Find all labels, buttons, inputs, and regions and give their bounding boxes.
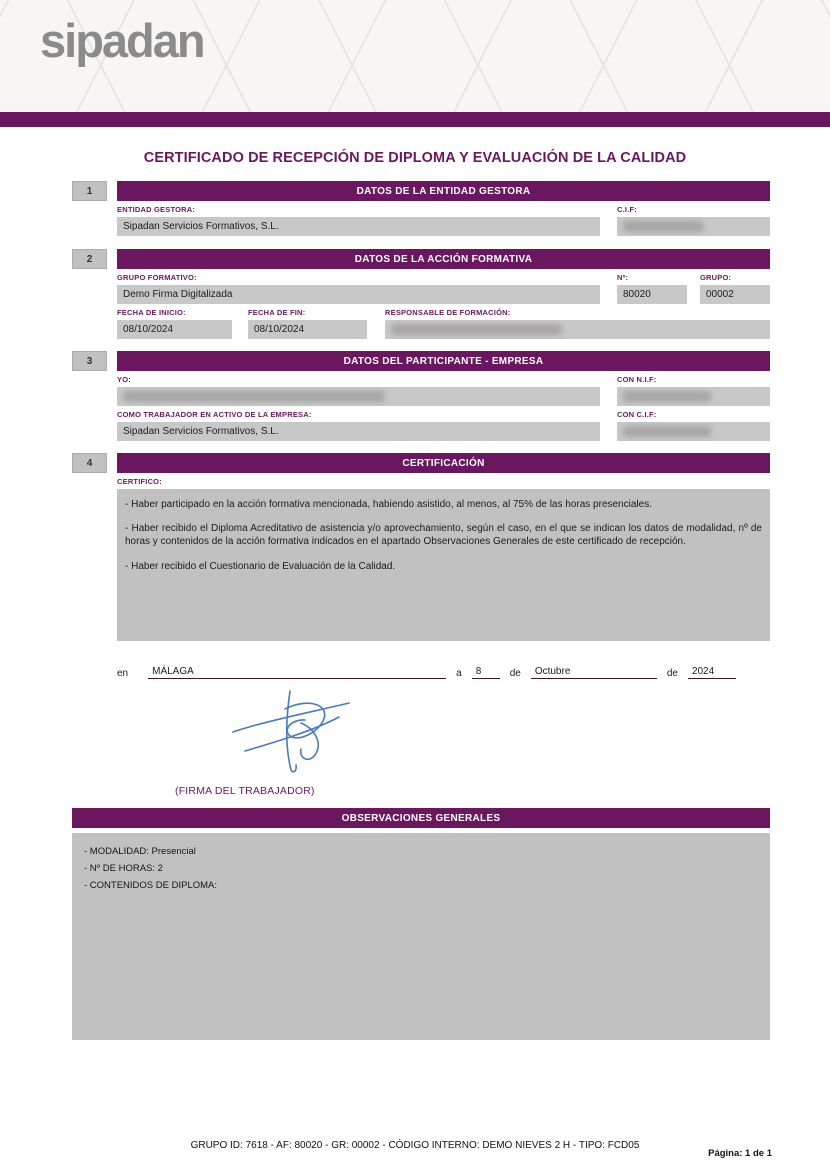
footer-page-number: Página: 1 de 1	[708, 1148, 772, 1159]
section-1-bar	[72, 181, 770, 201]
redacted-value	[623, 221, 704, 232]
certification-item: - Haber recibido el Diploma Acreditativo de asistencia y/o aprovechamiento, según el caso, en el que se indican los datos de modalidad, nº de horas y contenidos de la acción formativa indicados en el apartado Observaciones Generales de este certificado de recepción.	[125, 523, 762, 548]
certification-text-box	[117, 489, 770, 641]
section-4-bar	[72, 453, 770, 473]
con-cif-label: CON C.I.F:	[617, 410, 657, 419]
yo-field	[117, 387, 600, 406]
section-3-bar	[72, 351, 770, 371]
empresa-label: COMO TRABAJADOR EN ACTIVO DE LA EMPRESA:	[117, 410, 312, 419]
footer-info: GRUPO ID: 7618 - AF: 80020 - GR: 00002 - CÓDIGO INTERNO: DEMO NIEVES 2 H - TIPO: FCD05	[190, 1140, 640, 1151]
fecha-inicio-label: FECHA DE INICIO:	[117, 308, 186, 317]
section-3-title: DATOS DEL PARTICIPANTE - EMPRESA	[117, 351, 770, 371]
page-header	[0, 0, 830, 112]
signature-scribble	[227, 687, 357, 777]
numero-label: Nº:	[617, 273, 629, 282]
document-body	[72, 181, 770, 1040]
section-2-title: DATOS DE LA ACCIÓN FORMATIVA	[117, 249, 770, 269]
section-3-number: 3	[72, 351, 107, 371]
responsable-formacion-field	[385, 320, 770, 339]
section-4-title: CERTIFICACIÓN	[117, 453, 770, 473]
section-1-title: DATOS DE LA ENTIDAD GESTORA	[117, 181, 770, 201]
grupo-field: 00002	[700, 285, 770, 304]
date-word-a: a	[456, 668, 462, 679]
responsable-formacion-label: RESPONSABLE DE FORMACIÓN:	[385, 308, 511, 317]
cif-field	[617, 217, 770, 236]
header-accent-band	[0, 112, 830, 127]
redacted-value	[623, 426, 711, 437]
certifico-label: CERTIFICO:	[117, 477, 162, 486]
redacted-value	[391, 324, 562, 335]
fecha-fin-label: FECHA DE FIN:	[248, 308, 306, 317]
document-title: CERTIFICADO DE RECEPCIÓN DE DIPLOMA Y EVALUACIÓN DE LA CALIDAD	[143, 150, 687, 166]
con-cif-field	[617, 422, 770, 441]
date-day: 8	[472, 666, 500, 679]
empresa-field: Sipadan Servicios Formativos, S.L.	[117, 422, 600, 441]
date-month: Octubre	[531, 666, 657, 679]
date-word-de1: de	[509, 668, 521, 679]
observations-box	[72, 833, 770, 1040]
entidad-gestora-label: ENTIDAD GESTORA:	[117, 205, 196, 214]
section-2-number: 2	[72, 249, 107, 269]
certification-item: - Haber recibido el Cuestionario de Evaluación de la Calidad.	[125, 560, 396, 572]
date-word-de2: de	[666, 668, 678, 679]
observations-bar: OBSERVACIONES GENERALES	[72, 808, 770, 828]
date-year: 2024	[688, 666, 736, 679]
entidad-gestora-field: Sipadan Servicios Formativos, S.L.	[117, 217, 600, 236]
date-place: MÁLAGA	[148, 666, 446, 679]
redacted-value	[623, 391, 711, 402]
section-1-number: 1	[72, 181, 107, 201]
date-word-en: en	[117, 668, 129, 679]
grupo-label: GRUPO:	[700, 273, 732, 282]
numero-field: 80020	[617, 285, 687, 304]
cif-label: C.I.F:	[617, 205, 637, 214]
redacted-value	[123, 391, 385, 402]
fecha-fin-field: 08/10/2024	[248, 320, 367, 339]
signature-area	[227, 687, 770, 777]
date-line	[117, 666, 770, 679]
sipadan-logo: sipadan	[40, 14, 204, 67]
observation-line: - CONTENIDOS DE DIPLOMA:	[84, 880, 218, 892]
con-nif-field	[617, 387, 770, 406]
certification-item: - Haber participado en la acción formativa mencionada, habiendo asistido, al menos, al 75% de las horas presenciales.	[125, 499, 652, 510]
observation-line: - Nº DE HORAS: 2	[84, 863, 163, 875]
yo-label: YO:	[117, 375, 131, 384]
signature-caption: (FIRMA DEL TRABAJADOR)	[175, 785, 315, 797]
section-4-number: 4	[72, 453, 107, 473]
grupo-formativo-label: GRUPO FORMATIVO:	[117, 273, 197, 282]
fecha-inicio-field: 08/10/2024	[117, 320, 232, 339]
section-2-bar	[72, 249, 770, 269]
con-nif-label: CON N.I.F:	[617, 375, 657, 384]
grupo-formativo-field: Demo Firma Digitalizada	[117, 285, 600, 304]
observation-line: - MODALIDAD: Presencial	[84, 846, 196, 857]
